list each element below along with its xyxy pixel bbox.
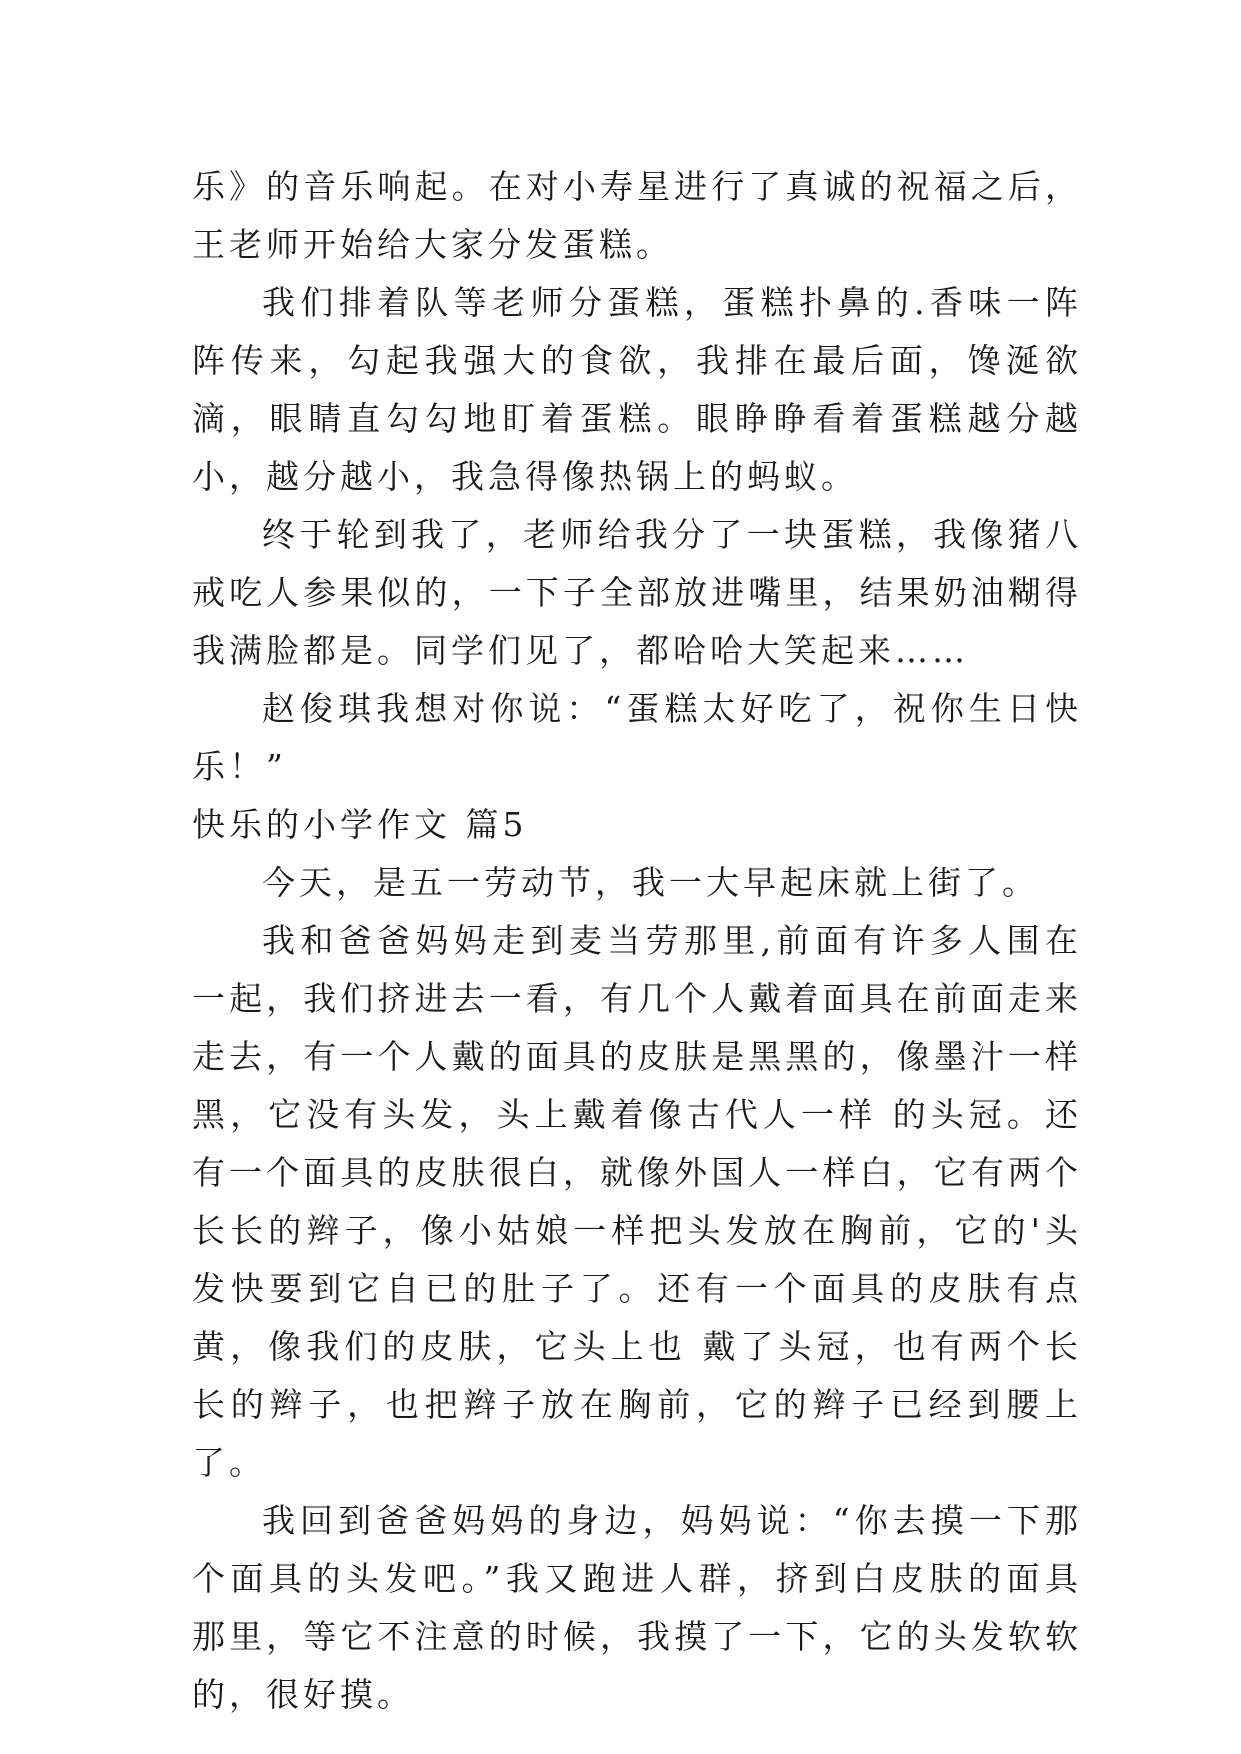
paragraph: 我和爸爸妈妈走到麦当劳那里,前面有许多人围在一起，我们挤进去一看，有几个人戴着面具在前面走来走去，有一个人戴的面具的皮肤是黑黑的，像墨汁一样黑，它没有头发，头上戴着像古代人一样 的头冠。还有一个面具的皮肤很白，就像外国人一样白，它有两个长长的辫子，像小姑娘一样把头发放在胸前，它的'头发快要到它自已的肚子了。还有一个面具的皮肤有点黄，像我们的皮肤，它头上也 戴了头冠，也有两个长长的辫子，也把辫子放在胸前，它的辫子已经到腰上了。 bbox=[192, 921, 1082, 1482]
document-body bbox=[192, 158, 1082, 1724]
paragraph: 赵俊琪我想对你说：“蛋糕太好吃了，祝你生日快乐！” bbox=[192, 689, 1082, 786]
paragraph: 今天，是五一劳动节，我一大早起床就上街了。 bbox=[262, 863, 1039, 902]
paragraph: 我们排着队等老师分蛋糕，蛋糕扑鼻的.香味一阵阵传来，勾起我强大的食欲，我排在最后面，馋涎欲滴，眼睛直勾勾地盯着蛋糕。眼睁睁看着蛋糕越分越小，越分越小，我急得像热锅上的蚂蚁。 bbox=[192, 283, 1082, 496]
paragraph: 乐》的音乐响起。在对小寿星进行了真诚的祝福之后，王老师开始给大家分发蛋糕。 bbox=[192, 167, 1082, 264]
paragraph: 我回到爸爸妈妈的身边，妈妈说：“你去摸一下那个面具的头发吧。”我又跑进人群，挤到白皮肤的面具那里，等它不注意的时候，我摸了一下，它的头发软软的，很好摸。 bbox=[192, 1501, 1082, 1714]
essay-heading: 快乐的小学作文 篇5 bbox=[192, 805, 528, 844]
paragraph: 终于轮到我了，老师给我分了一块蛋糕，我像猪八戒吃人参果似的，一下子全部放进嘴里，结果奶油糊得我满脸都是。同学们见了，都哈哈大笑起来…… bbox=[192, 515, 1082, 670]
